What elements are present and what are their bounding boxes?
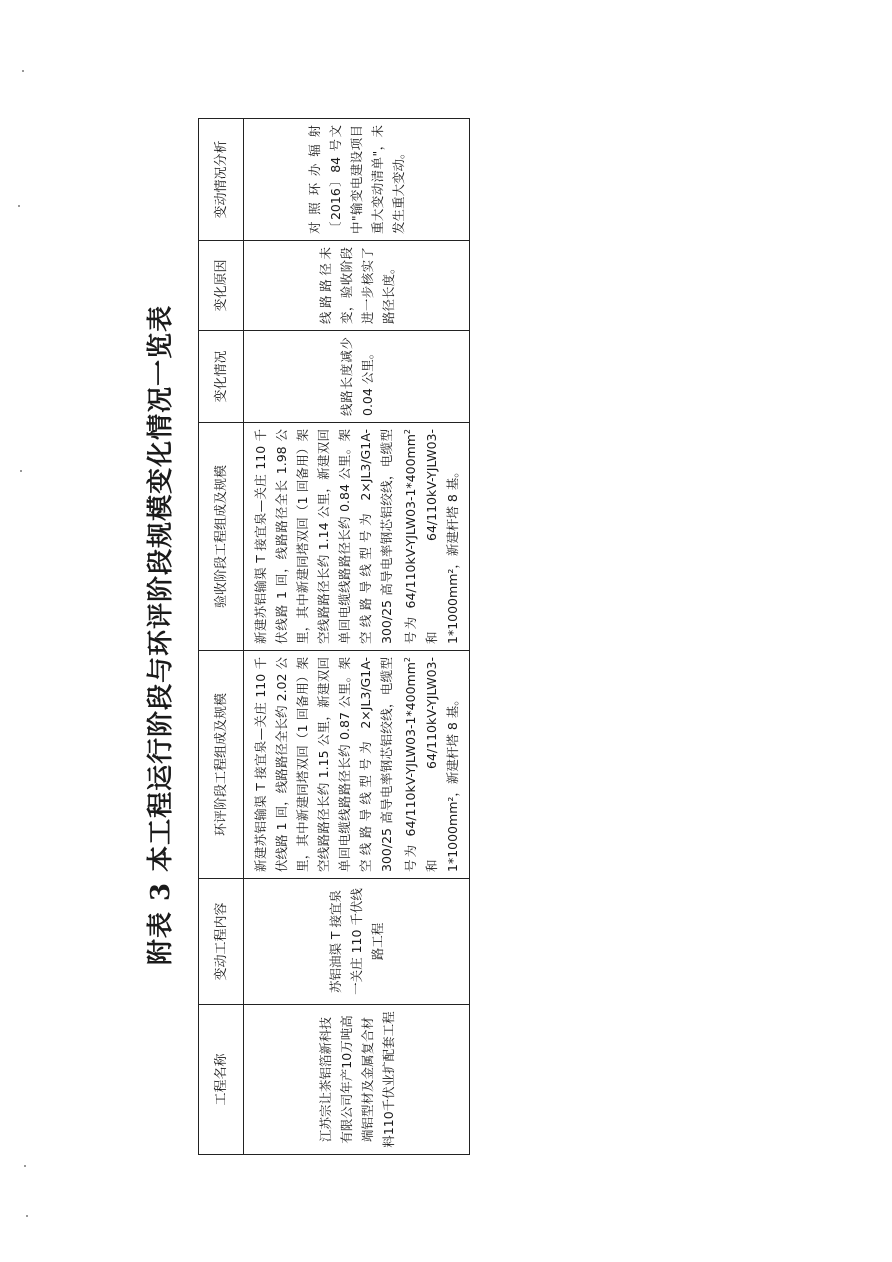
header-eia-scale: 环评阶段工程组成及规模	[199, 651, 244, 879]
cell-acceptance-scale	[244, 423, 470, 651]
scan-speck	[26, 1215, 28, 1217]
cell-change-analysis: 对照环办辐射〔2016〕84 号文中"输变电建设项目重大变动清单"，未发生重大变动。	[244, 119, 470, 241]
cell-eia-scale	[244, 651, 470, 879]
acceptance-scale-tail: 和 64/110kV-YJLW03-1*1000mm²，新建杆塔 8 基。	[424, 429, 461, 644]
scan-speck	[22, 70, 24, 72]
scan-speck	[24, 1165, 26, 1167]
cell-change-reason: 线路路径未变，验收阶段进一步核实了路径长度。	[244, 241, 470, 331]
cell-change-situation: 线路长度减少 0.04 公里。	[244, 331, 470, 423]
cell-change-content: 苏铝油渠 T 接宜泉一关庄 110 千伏线路工程	[244, 879, 470, 1005]
header-acceptance-scale: 验收阶段工程组成及规模	[199, 423, 244, 651]
eia-scale-tail: 和 64/110kV-YJLW03-1*1000mm²，新建杆塔 8 基。	[424, 657, 461, 872]
header-change-situation: 变化情况	[199, 331, 244, 423]
acceptance-scale-superscript: 2	[402, 429, 412, 435]
scan-speck	[18, 205, 20, 207]
eia-scale-text: 新建苏铝输渠 T 接宜泉—关庄 110 千伏线路 1 回，线路路径全长约 2.02 公里，其中新建同塔双回（1 回备用）架空线路路径长约 1.15 公里，新建双回单回电缆线路路径长约 0.87 公里。架空线路导线型号为 2×JL3/G1A-300/25 高导电率钢芯铝绞线，电缆型号为 64/110kV-YJLW03-1*400mm	[252, 657, 419, 872]
header-change-analysis: 变动情况分析	[199, 119, 244, 241]
table-header-row	[199, 119, 244, 1155]
change-comparison-table	[198, 118, 470, 1155]
header-change-content: 变动工程内容	[199, 879, 244, 1005]
cell-project-name: 江苏宗让茶铝箔新科技有限公司年产10万吨高端铝型材及金属复合材料110千伏业扩配套工程	[244, 1005, 470, 1155]
table-row	[244, 119, 470, 1155]
header-project-name: 工程名称	[199, 1005, 244, 1155]
page-title: 附表 3 本工程运行阶段与环评阶段规模变化情况一览表	[146, 304, 176, 966]
scan-speck	[20, 470, 22, 472]
eia-scale-superscript: 2	[402, 657, 412, 663]
rotated-page-content	[140, 115, 470, 1155]
header-change-reason: 变化原因	[199, 241, 244, 331]
acceptance-scale-text: 新建苏铝输渠 T 接宜泉—关庄 110 千伏线路 1 回，线路路径全长 1.98 公里，其中新建同塔双回（1 回备用）架空线路路径长约 1.14 公里，新建双回单回电缆线路路径长约 0.84 公里。架空线路导线型号为 2×JL3/G1A-300/25 高导电率钢芯铝绞线，电缆型号为 64/110kV-YJLW03-1*400mm	[252, 429, 419, 644]
